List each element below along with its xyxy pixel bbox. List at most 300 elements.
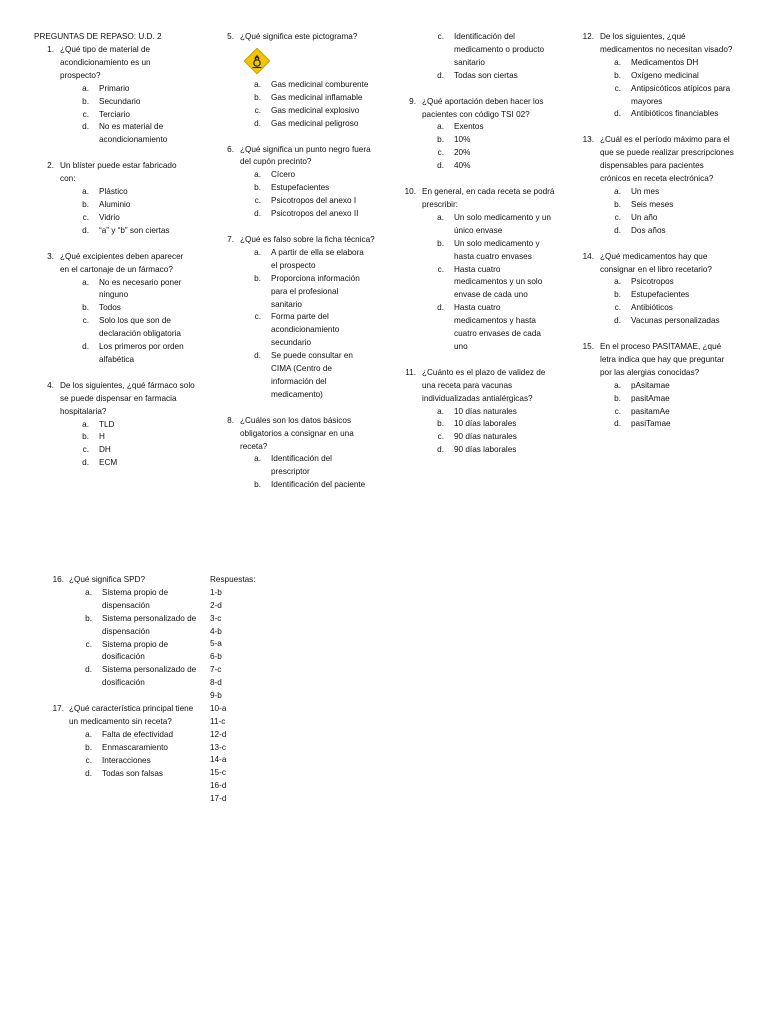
option-item [34,96,214,109]
option-item [394,70,574,83]
question-text [54,44,214,83]
question-line: ¿Qué excipientes deben aparecer [60,251,184,261]
option-letter: a. [614,186,621,196]
question-line: medicamentos no necesitan visado? [600,44,733,54]
question [34,380,214,419]
option-line: Sistema propio de [102,587,168,597]
question-text [416,186,574,212]
option-letter: c. [437,264,444,274]
question-number: 2. [47,161,54,171]
option-item [394,418,574,431]
option-item [570,315,750,328]
option-text [89,431,214,444]
option-letter: b. [82,96,89,106]
option-line: sanitario [271,299,302,309]
option-text [261,92,394,105]
question-line: ¿Qué significa un punto negro fuera [240,144,371,154]
option-line: Estupefacientes [271,183,330,193]
option-text [621,418,750,431]
option-text [261,208,394,221]
option-line: 90 días naturales [454,432,517,442]
option-text [89,186,214,199]
option-item [34,225,214,238]
option-text [261,169,394,182]
question-line: prospecto? [60,70,101,80]
option-item [34,199,214,212]
option-line: pAsitamae [631,380,670,390]
question [34,703,214,729]
option-item [214,453,394,479]
question-block [34,703,214,780]
question-block [570,134,750,237]
question-text [234,31,394,44]
option-text [89,83,214,96]
option-item [34,587,214,613]
option-line: A partir de ella se elabora [271,247,364,257]
option-item [570,289,750,302]
option-letter: b. [437,238,444,248]
option-line: medicamentos y un solo [454,277,543,287]
option-letter: d. [614,109,621,119]
options-list [394,31,574,83]
option-letter: c. [82,445,89,455]
option-text [89,315,214,341]
answer-item: 12-d [210,729,227,739]
option-item [394,431,574,444]
option-line: Identificación del [271,454,332,464]
option-item [570,302,750,315]
option-item [214,311,394,350]
option-line: “a” y “b” son ciertas [99,225,170,235]
option-text [444,302,574,354]
question [570,134,750,186]
option-line: dispensación [102,600,150,610]
question-line: Un blíster puede estar fabricado [60,161,177,171]
option-letter: a. [85,587,92,597]
question-line: ¿Qué característica principal tiene [69,704,194,714]
option-line: dosificación [102,678,145,688]
option-line: Un solo medicamento y [454,238,540,248]
option-item [214,118,394,131]
option-text [621,225,750,238]
option-letter: d. [437,303,444,313]
option-item [34,212,214,225]
option-text [621,108,750,121]
option-line: para el profesional [271,286,339,296]
option-line: Identificación del [454,32,515,41]
question [570,341,750,380]
question-line: un medicamento sin receta? [69,717,172,727]
option-line: uno [454,341,468,351]
option-text [621,406,750,419]
option-text [621,393,750,406]
question-text [416,367,574,406]
question-line: se puede dispensar en farmacia [60,393,177,403]
option-item [394,212,574,238]
option-item [214,479,394,492]
question-line: ¿Qué significa SPD? [69,575,145,584]
question-line: ¿Cuáles son los datos básicos [240,415,352,425]
option-text [92,587,214,613]
option-line: Gas medicinal peligroso [271,118,359,128]
option-item [34,302,214,315]
option-item [34,664,214,690]
question-block [214,234,394,402]
option-line: información del [271,376,327,386]
options-list [34,83,214,148]
option-letter: a. [82,83,89,93]
question [214,234,394,247]
option-text [621,380,750,393]
option-line: Gas medicinal comburente [271,79,369,89]
option-line: pasiTamae [631,419,671,429]
answer-item: 3-c [210,613,222,623]
option-letter: b. [437,419,444,429]
option-line: medicamento) [271,389,323,399]
question-line: del cupón precinto? [240,157,312,167]
option-line: ECM [99,458,118,468]
option-line: Cícero [271,170,296,180]
option-line: el prospecto [271,260,316,270]
question-line: ¿Qué es falso sobre la ficha técnica? [240,234,375,244]
question [214,415,394,454]
option-letter: a. [614,380,621,390]
option-item [394,147,574,160]
option-letter: a. [614,277,621,287]
answer-item: 17-d [210,794,227,804]
question-block [394,96,574,173]
option-letter: b. [614,70,621,80]
option-letter: b. [254,92,261,102]
option-letter: a. [82,277,89,287]
option-letter: c. [614,212,621,222]
options-list [570,276,750,328]
option-text [621,186,750,199]
option-text [444,418,574,431]
answer-item: 15-c [210,768,226,778]
option-letter: a. [254,170,261,180]
option-item [394,444,574,457]
option-line: dispensación [102,626,150,636]
option-item [214,105,394,118]
option-letter: a. [437,406,444,416]
option-item [214,208,394,221]
option-line: Oxígeno medicinal [631,70,699,80]
option-text [444,238,574,264]
option-line: pasitamAe [631,406,670,416]
question-number: 17. [52,704,64,714]
option-text [92,613,214,639]
option-line: Falta de efectividad [102,729,174,739]
option-text [92,729,214,742]
question-text [54,251,214,277]
option-line: No es necesario poner [99,277,182,287]
option-line: 40% [454,161,471,171]
options-list [214,79,394,131]
question-block [394,186,574,354]
option-text [444,31,574,70]
option-item [34,613,214,639]
option-letter: c. [437,432,444,442]
question-number: 6. [227,144,234,154]
option-item [34,768,214,781]
option-line: Hasta cuatro [454,264,501,274]
option-line: alfabética [99,354,135,364]
option-line: Primario [99,83,130,93]
question-text [416,96,574,122]
question-line: dispensables para pacientes [600,161,704,171]
question [214,144,394,170]
option-letter: a. [254,247,261,257]
option-item [214,182,394,195]
option-letter: d. [85,768,92,778]
option-text [621,70,750,83]
question-text [54,380,214,419]
option-item [394,160,574,173]
option-text [89,121,214,147]
question-text [54,160,214,186]
question-block [570,341,750,431]
option-line: Un solo medicamento y un [454,212,551,222]
option-item [214,247,394,273]
option-line: Identificación del paciente [271,480,366,490]
option-line: Todos [99,303,121,313]
option-item [34,121,214,147]
answer-item: 9-b [210,691,222,701]
answer-item: 11-c [210,716,226,726]
option-line: Antibióticos [631,303,673,313]
option-line: único envase [454,225,503,235]
options-list [570,380,750,432]
option-item [34,457,214,470]
option-line: ninguno [99,290,129,300]
answer-item: 14-a [210,755,227,765]
option-text [92,755,214,768]
option-line: Dos años [631,225,666,235]
option-text [444,70,574,83]
question [570,251,750,277]
option-item [570,276,750,289]
document-title: PREGUNTAS DE REPASO: U.D. 2 [34,32,162,41]
option-line: mayores [631,96,663,106]
question-number: 11. [405,367,416,377]
option-letter: a. [437,122,444,132]
column-1 [34,44,214,483]
option-text [621,302,750,315]
question [394,367,574,406]
option-line: Sistema personalizado de [102,613,197,623]
options-list [394,406,574,458]
options-list [34,419,214,471]
question-line: ¿Qué medicamentos hay que [600,251,708,261]
question-block [570,31,750,121]
question [570,31,750,57]
option-item [34,639,214,665]
option-line: 10 días laborales [454,419,517,429]
question-line: En el proceso PASITAMAE, ¿qué [600,342,722,352]
option-item [34,277,214,303]
question [394,96,574,122]
option-letter: d. [85,665,92,675]
option-line: 90 días laborales [454,445,517,455]
option-line: Sistema propio de [102,639,168,649]
option-line: Hasta cuatro [454,303,501,313]
option-item [34,315,214,341]
option-line: DH [99,445,111,455]
option-line: Medicamentos DH [631,57,699,67]
option-letter: d. [254,351,261,361]
option-line: Gas medicinal explosivo [271,105,360,115]
option-text [621,315,750,328]
option-text [261,311,394,350]
option-text [261,79,394,92]
question-number: 5. [227,32,234,41]
option-line: Vidrio [99,212,120,222]
option-line: Sistema personalizado de [102,665,197,675]
option-letter: b. [85,613,92,623]
option-text [261,453,394,479]
option-letter: d. [82,122,89,132]
option-line: Interacciones [102,755,151,765]
options-list [34,587,214,690]
question-line: De los siguientes, ¿qué [600,32,686,41]
option-letter: b. [82,199,89,209]
question-block [34,574,214,690]
option-line: Un año [631,212,658,222]
option-text [89,277,214,303]
question-block [214,31,394,131]
answers-title: Respuestas: [210,575,256,584]
option-line: Un mes [631,186,660,196]
option-text [92,742,214,755]
oxidizing-flame-icon [242,46,272,76]
option-item [394,31,574,70]
question [34,160,214,186]
option-item [394,264,574,303]
column-2 [214,31,394,505]
question-line: individualizadas antialérgicas? [422,393,533,403]
question-line: ¿Cuánto es el plazo de validez de [422,367,546,377]
option-letter: a. [254,79,261,89]
option-line: cuatro envases de cada [454,329,541,339]
option-letter: c. [614,406,621,416]
option-letter: d. [437,161,444,171]
question-number: 10. [404,187,416,197]
option-line: declaración obligatoria [99,329,181,339]
option-letter: b. [82,432,89,442]
option-line: secundario [271,338,312,348]
answer-item: 1-b [210,587,222,597]
option-item [570,225,750,238]
option-letter: c. [85,639,92,649]
option-item [570,70,750,83]
question-line: De los siguientes, ¿qué fármaco solo [60,380,195,390]
option-letter: c. [254,105,261,115]
question-line: ¿Cuál es el período máximo para el [600,135,730,145]
option-text [444,264,574,303]
option-line: No es material de [99,122,164,132]
options-list [394,212,574,354]
option-line: medicamentos y hasta [454,316,536,326]
option-item [570,83,750,109]
option-letter: b. [614,290,621,300]
answer-item: 13-c [210,742,226,752]
question [214,31,394,44]
option-line: Solo los que son de [99,316,171,326]
option-line: Psicotropos del anexo I [271,196,357,206]
option-letter: c. [614,303,621,313]
option-line: H [99,432,105,442]
option-line: Psicotropos del anexo II [271,209,359,219]
option-text [92,664,214,690]
question-line: con: [60,174,76,184]
question-text [234,415,394,454]
answer-item: 16-d [210,781,227,791]
options-list [34,277,214,367]
question-block [214,415,394,492]
option-letter: d. [614,225,621,235]
option-item [394,121,574,134]
option-item [34,444,214,457]
option-line: Exentos [454,122,484,132]
option-item [570,406,750,419]
option-text [444,444,574,457]
option-letter: d. [254,209,261,219]
option-line: Aluminio [99,199,131,209]
option-line: 10% [454,135,471,145]
question-number: 9. [409,96,416,106]
option-item [34,755,214,768]
option-text [261,105,394,118]
option-item [394,406,574,419]
answers-list [210,574,290,806]
question-text [234,234,394,247]
option-text [444,147,574,160]
question-text [594,251,750,277]
question-text [594,341,750,380]
option-text [444,431,574,444]
option-line: Terciario [99,109,130,119]
question-line: prescribir: [422,199,458,209]
answer-item: 7-c [210,665,222,675]
option-letter: c. [82,109,89,119]
question-line: obligatorios a consignar en una [240,428,354,438]
option-text [621,212,750,225]
option-text [89,444,214,457]
option-letter: a. [82,187,89,197]
question-line: en el cartonaje de un fármaco? [60,264,173,274]
option-letter: d. [82,225,89,235]
answer-item: 10-a [210,703,227,713]
question-line: hospitalaria? [60,406,107,416]
option-line: pasitAmae [631,393,670,403]
question [34,44,214,83]
option-text [621,276,750,289]
question-line: una receta para vacunas [422,380,513,390]
options-list [570,186,750,238]
option-letter: c. [437,32,444,41]
option-letter: d. [254,118,261,128]
option-line: Gas medicinal inflamable [271,92,363,102]
option-letter: a. [437,212,444,222]
option-text [621,289,750,302]
option-item [214,350,394,402]
option-line: hasta cuatro envases [454,251,532,261]
option-line: acondicionamiento [271,325,340,335]
options-list [34,729,214,781]
option-item [34,341,214,367]
option-text [89,302,214,315]
